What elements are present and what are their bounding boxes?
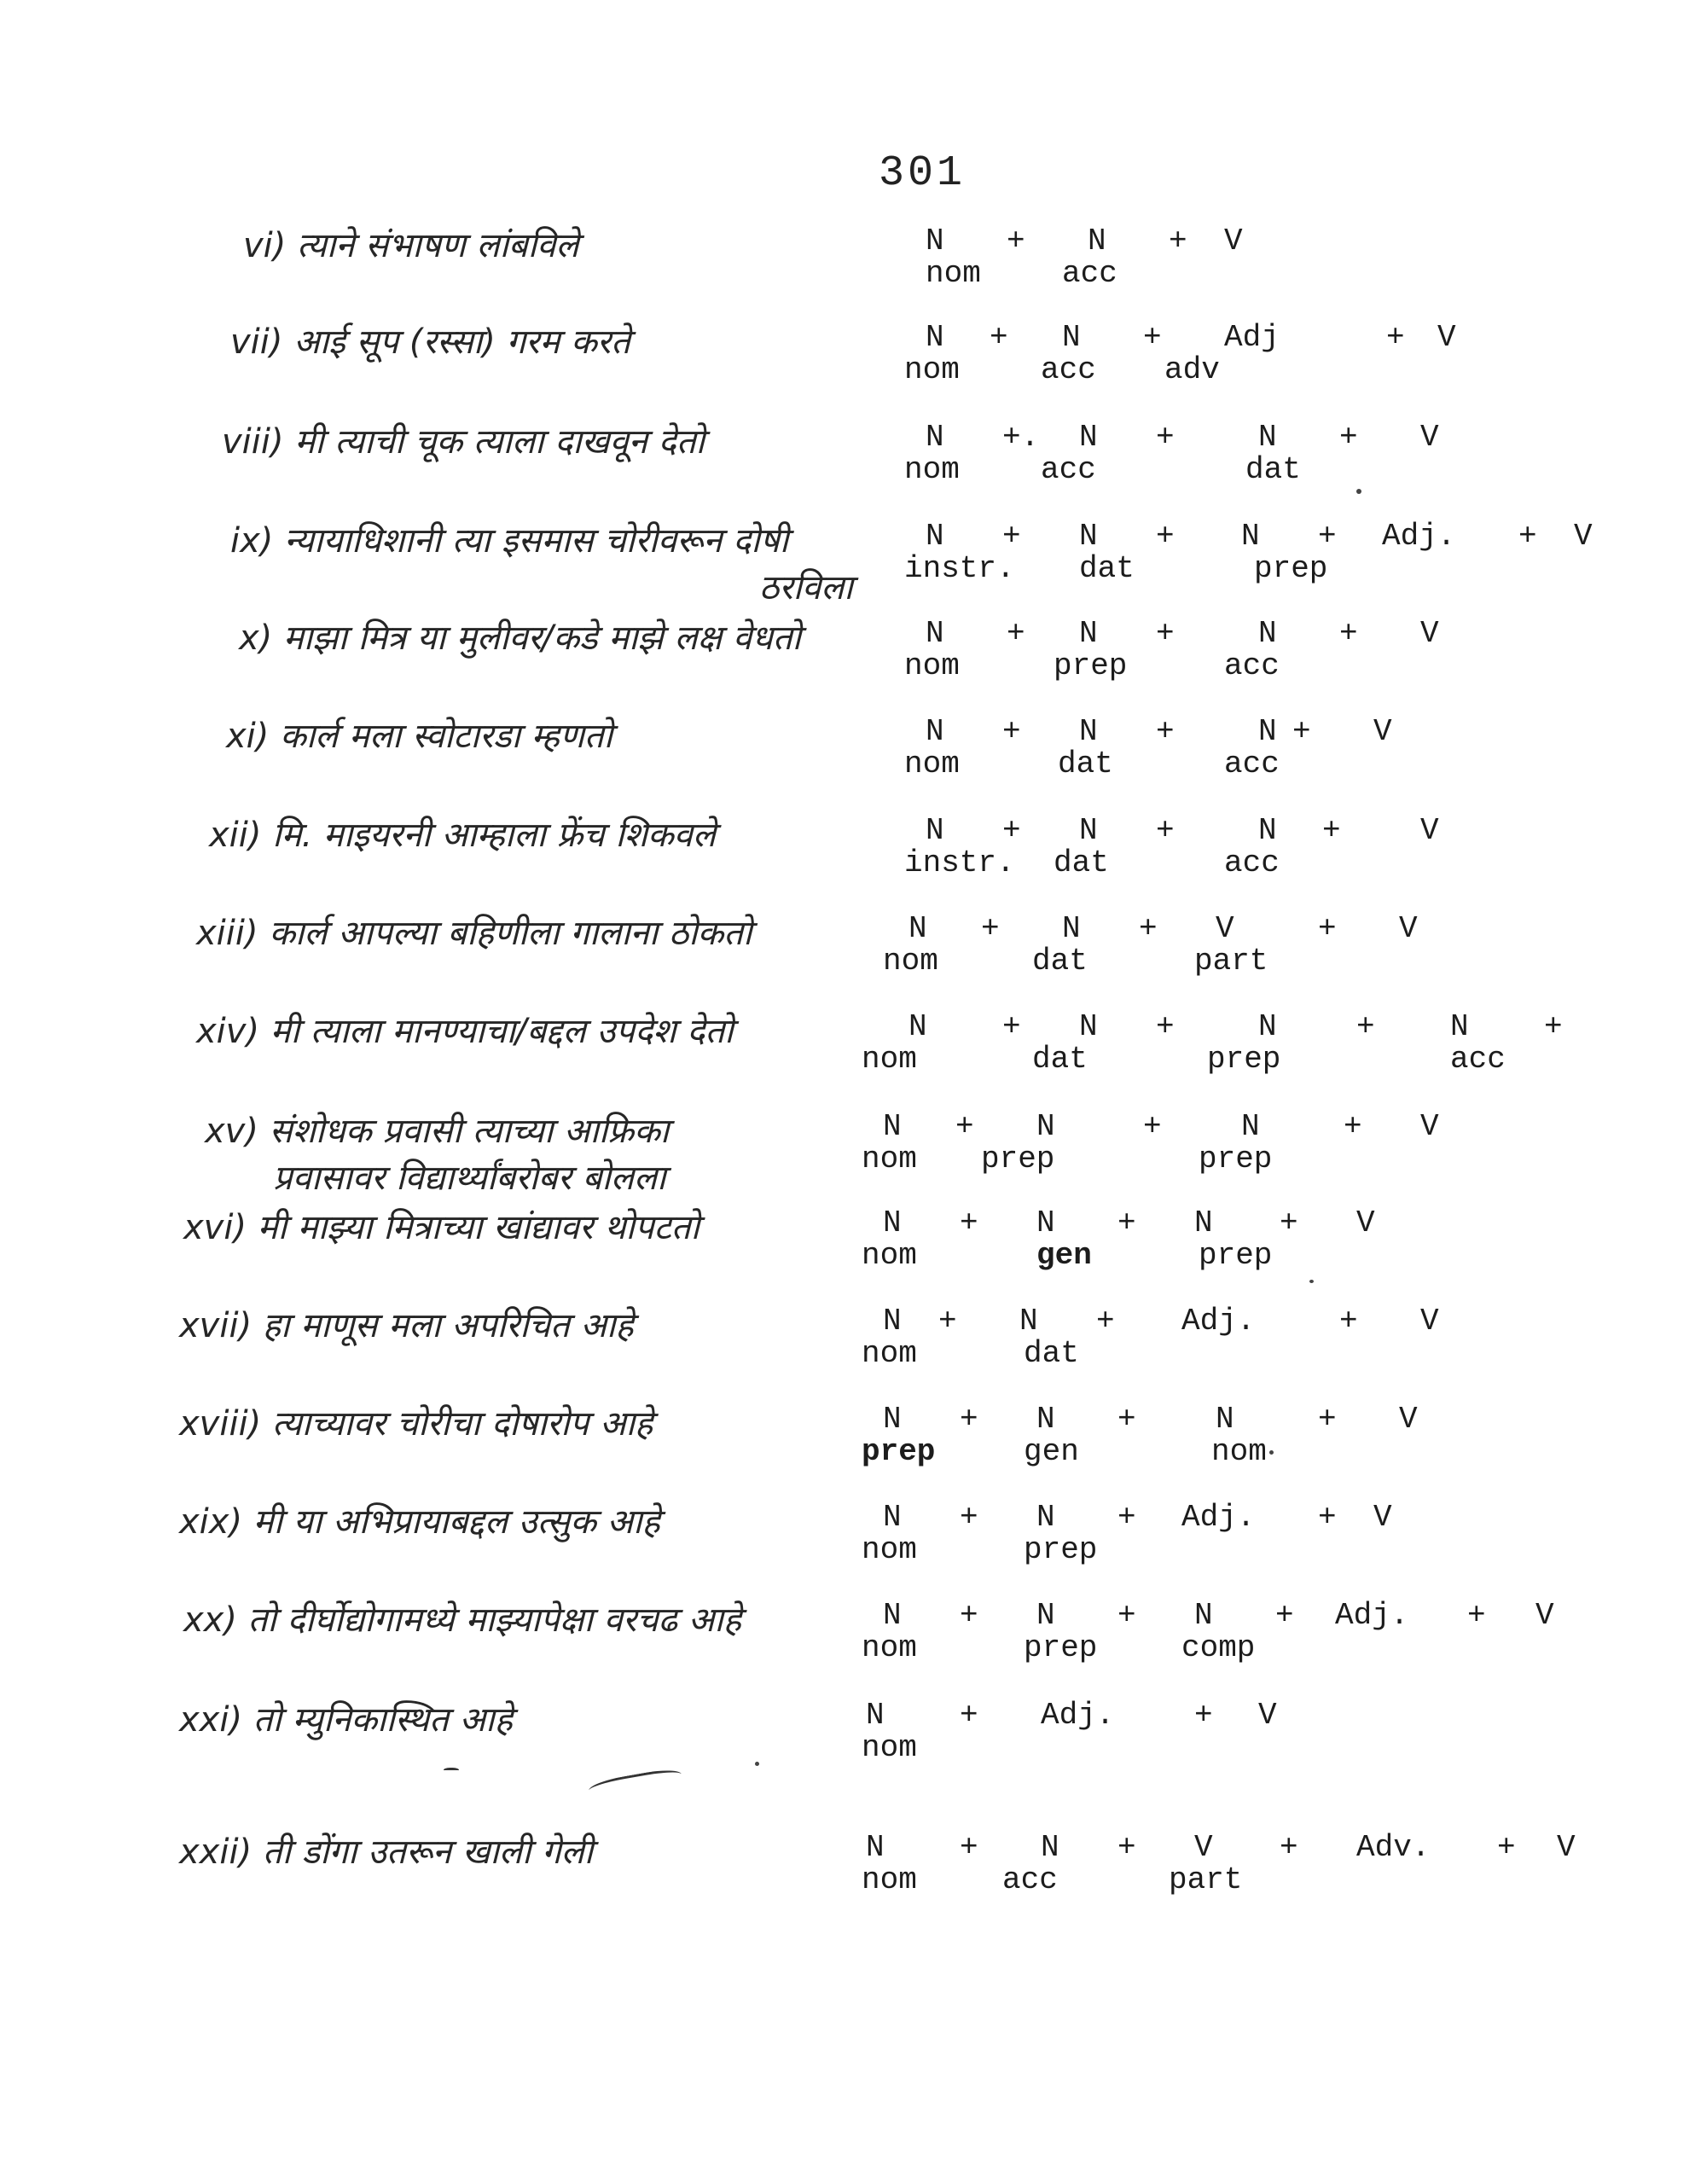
category-token: N	[926, 224, 944, 258]
case-label: nom	[883, 944, 938, 979]
plus-sign: +	[1344, 1109, 1362, 1144]
marathi-sentence	[196, 1006, 734, 1053]
sentence-text: x) माझा मित्र या मुलीवर/कडे माझे लक्ष वेधतो	[239, 619, 801, 658]
plus-sign: +	[1007, 616, 1025, 651]
category-token: N	[883, 1205, 902, 1240]
plus-sign: +	[1156, 714, 1175, 749]
marathi-sentence	[196, 908, 752, 955]
category-token: V	[1373, 1500, 1392, 1535]
case-label: dat	[1079, 551, 1135, 586]
plus-sign: +	[960, 1402, 978, 1437]
category-token: N	[1079, 813, 1098, 848]
case-label: nom	[862, 1042, 917, 1077]
case-label: dat	[1032, 944, 1088, 979]
marathi-sentence	[230, 317, 630, 363]
category-token: N	[1041, 1830, 1059, 1865]
plus-sign: +	[1143, 320, 1162, 355]
case-label: nom	[1211, 1434, 1267, 1469]
case-label: nom	[904, 452, 960, 487]
case-label: acc	[1224, 746, 1280, 781]
category-token: Adj.	[1181, 1500, 1256, 1535]
plus-sign: +	[1292, 714, 1311, 749]
sentence-text: xi) कार्ल मला स्वोटारडा म्हणतो	[226, 717, 613, 756]
plus-sign: +	[1339, 420, 1358, 455]
category-token: N	[1079, 1009, 1098, 1044]
plus-sign: +	[1002, 519, 1021, 554]
marathi-sentence	[179, 1398, 653, 1445]
category-token: N	[926, 813, 944, 848]
plus-sign: +	[1117, 1598, 1136, 1633]
sentence-text: xxi) तो म्युनिकास्थित आहे	[179, 1700, 513, 1740]
case-label: comp	[1181, 1630, 1256, 1665]
case-label: dat	[1054, 845, 1109, 880]
plus-sign: +	[1356, 1009, 1375, 1044]
category-token: N	[1036, 1402, 1055, 1437]
plus-sign: +	[1117, 1205, 1136, 1240]
plus-sign: +	[1518, 519, 1537, 554]
category-token: N	[1258, 813, 1277, 848]
plus-sign: +	[1156, 1009, 1175, 1044]
category-token: Adj.	[1335, 1598, 1409, 1633]
case-label: part	[1169, 1862, 1243, 1897]
plus-sign: +	[960, 1205, 978, 1240]
sentence-text: xx) तो दीर्घोद्योगामध्ये माझ्यापेक्षा वरचढ आहे	[183, 1600, 742, 1640]
category-token: N	[1036, 1500, 1055, 1535]
sentence-text: xvii) हा माणूस मला अपरिचित आहे	[179, 1306, 634, 1345]
category-token: N	[866, 1698, 885, 1733]
plus-sign: +	[990, 320, 1008, 355]
case-label: prep	[1254, 551, 1328, 586]
case-label: nom	[862, 1730, 917, 1765]
plus-sign: +	[1002, 714, 1021, 749]
category-token: N	[1194, 1205, 1213, 1240]
case-label: prep	[981, 1141, 1055, 1176]
case-label: prep	[1054, 648, 1128, 683]
category-token: N	[1036, 1109, 1055, 1144]
plus-sign: +	[1002, 813, 1021, 848]
plus-sign: +	[960, 1500, 978, 1535]
marathi-sentence	[205, 1106, 669, 1199]
category-token: V	[1420, 616, 1439, 651]
marathi-sentence	[222, 416, 705, 463]
category-token: N	[883, 1304, 902, 1339]
category-token: N	[1036, 1205, 1055, 1240]
category-token: N	[1079, 420, 1098, 455]
case-label: nom	[926, 256, 981, 291]
plus-sign: +	[1007, 224, 1025, 258]
plus-sign: +	[960, 1698, 978, 1733]
ink-dot	[755, 1762, 759, 1766]
case-label: nom	[862, 1141, 917, 1176]
case-label: prep	[862, 1434, 936, 1469]
marathi-sentence	[243, 220, 579, 267]
category-token: Adj	[1224, 320, 1280, 355]
category-token: N	[883, 1109, 902, 1144]
category-token: V	[1399, 911, 1418, 946]
category-token: Adj.	[1041, 1698, 1115, 1733]
sentence-text: xiv) मी त्याला मानण्याचा/बद्दल उपदेश देतो	[196, 1012, 734, 1051]
case-label: dat	[1058, 746, 1113, 781]
category-token: N	[1079, 714, 1098, 749]
plus-sign: +	[960, 1830, 978, 1865]
marathi-sentence	[179, 1496, 660, 1543]
case-label: dat	[1245, 452, 1301, 487]
pen-underline	[588, 1767, 683, 1803]
ink-dot	[1356, 489, 1361, 494]
category-token: Adj.	[1382, 519, 1456, 554]
category-token: N	[926, 714, 944, 749]
category-token: V	[1216, 911, 1234, 946]
category-token: V	[1420, 1109, 1439, 1144]
plus-sign: +	[1280, 1830, 1298, 1865]
category-token: N	[883, 1402, 902, 1437]
category-token: V	[1194, 1830, 1213, 1865]
category-token: V	[1356, 1205, 1375, 1240]
plus-sign: +	[981, 911, 1000, 946]
case-label: nom	[904, 648, 960, 683]
case-label: nom	[862, 1336, 917, 1371]
category-token: N	[1216, 1402, 1234, 1437]
category-token: N	[1036, 1598, 1055, 1633]
category-token: N	[926, 519, 944, 554]
category-token: V	[1420, 420, 1439, 455]
plus-sign: +	[1117, 1830, 1136, 1865]
plus-sign: +	[1117, 1402, 1136, 1437]
category-token: V	[1437, 320, 1456, 355]
sentence-text: viii) मी त्याची चूक त्याला दाखवून देतो	[222, 422, 705, 462]
category-token: N	[1062, 911, 1081, 946]
category-token: N	[1088, 224, 1106, 258]
case-label: dat	[1024, 1336, 1079, 1371]
plus-sign: +	[1156, 420, 1175, 455]
case-label: acc	[1450, 1042, 1506, 1077]
ink-dot	[1269, 1450, 1274, 1455]
case-label: nom	[904, 352, 960, 387]
category-token: N	[1241, 1109, 1260, 1144]
page-number: 301	[879, 149, 966, 198]
plus-sign: +	[1386, 320, 1405, 355]
category-token: V	[1420, 813, 1439, 848]
sentence-text: xiii) कार्ल आपल्या बहिणीला गालाना ठोकतो	[196, 914, 752, 953]
sentence-text: xvi) मी माझ्या मित्राच्या खांद्यावर थोपटतो	[183, 1208, 699, 1247]
sentence-text: vii) आई सूप (रस्सा) गरम करते	[230, 322, 630, 362]
plus-sign: +	[1139, 911, 1158, 946]
case-label: dat	[1032, 1042, 1088, 1077]
category-token: V	[1557, 1830, 1576, 1865]
category-token: N	[866, 1830, 885, 1865]
category-token: N	[883, 1500, 902, 1535]
plus-sign: +	[1497, 1830, 1516, 1865]
marathi-sentence	[179, 1694, 513, 1741]
marathi-sentence	[183, 1594, 741, 1641]
case-label: nom	[862, 1532, 917, 1567]
plus-sign: +	[1194, 1698, 1213, 1733]
category-token: N	[1258, 420, 1277, 455]
sentence-text: ix) न्यायाधिशानी त्या इसमास चोरीवरून दोषी	[230, 521, 789, 561]
marathi-sentence	[230, 515, 853, 609]
plus-sign: +	[1096, 1304, 1115, 1339]
case-label: instr.	[904, 845, 1015, 880]
case-label: prep	[1199, 1238, 1273, 1273]
sentence-text: xviii) त्याच्यावर चोरीचा दोषारोप आहे	[179, 1404, 653, 1443]
category-token: Adv.	[1356, 1830, 1431, 1865]
case-label: nom	[862, 1238, 917, 1273]
plus-sign: +	[1002, 1009, 1021, 1044]
plus-sign: +	[1318, 911, 1337, 946]
marathi-sentence	[183, 1202, 699, 1249]
plus-sign: +	[1322, 813, 1341, 848]
sentence-text: vi) त्याने संभाषण लांबविले	[243, 226, 579, 265]
category-token: N	[883, 1598, 902, 1633]
plus-sign: +	[1275, 1598, 1294, 1633]
case-label: acc	[1041, 352, 1096, 387]
category-token: N	[1019, 1304, 1038, 1339]
category-token: V	[1224, 224, 1243, 258]
sentence-text-line2: प्रवासावर विद्यार्थ्यांबरोबर बोलला	[273, 1159, 666, 1198]
case-label: acc	[1224, 845, 1280, 880]
sentence-text: xii) मि. माइयरनी आम्हाला फ्रेंच शिकवले	[209, 816, 717, 855]
case-label: acc	[1224, 648, 1280, 683]
case-label: acc	[1002, 1862, 1058, 1897]
plus-sign: +	[1544, 1009, 1563, 1044]
case-label: prep	[1024, 1532, 1098, 1567]
case-label: acc	[1041, 452, 1096, 487]
plus-sign: +	[960, 1598, 978, 1633]
case-label: acc	[1062, 256, 1117, 291]
case-label: adv	[1164, 352, 1220, 387]
sentence-text-line2: ठरविला	[759, 568, 853, 607]
plus-sign: +	[1169, 224, 1187, 258]
category-token: N	[1258, 714, 1277, 749]
category-token: N	[926, 616, 944, 651]
case-label: prep	[1024, 1630, 1098, 1665]
marathi-sentence	[226, 711, 612, 758]
category-token: V	[1258, 1698, 1277, 1733]
plus-sign: +	[1156, 519, 1175, 554]
plus-sign: +	[1318, 1500, 1337, 1535]
category-token: N	[1062, 320, 1081, 355]
category-token: Adj.	[1181, 1304, 1256, 1339]
plus-sign: +	[938, 1304, 957, 1339]
sentence-text: xix) मी या अभिप्रायाबद्दल उत्सुक आहे	[179, 1502, 660, 1542]
category-token: V	[1574, 519, 1593, 554]
category-token: N	[908, 911, 927, 946]
category-token: N	[1258, 1009, 1277, 1044]
category-token: V	[1535, 1598, 1554, 1633]
plus-sign: +	[955, 1109, 974, 1144]
ink-dot	[1309, 1280, 1314, 1283]
marathi-sentence	[179, 1827, 593, 1873]
marathi-sentence	[239, 613, 801, 659]
category-token: N	[1241, 519, 1260, 554]
marathi-sentence	[209, 810, 716, 857]
category-token: V	[1399, 1402, 1418, 1437]
plus-sign: +	[1143, 1109, 1162, 1144]
plus-sign: +	[1339, 1304, 1358, 1339]
sentence-text: xv) संशोधक प्रवासी त्याच्या आफ्रिका	[205, 1112, 670, 1151]
case-label: nom	[862, 1630, 917, 1665]
category-token: N	[1450, 1009, 1469, 1044]
plus-sign: +	[1467, 1598, 1486, 1633]
pen-tick	[444, 1768, 459, 1774]
plus-sign: +	[1339, 616, 1358, 651]
case-label: instr.	[904, 551, 1015, 586]
plus-sign: +	[1156, 813, 1175, 848]
marathi-sentence	[179, 1300, 634, 1347]
plus-sign: +	[1156, 616, 1175, 651]
category-token: N	[1194, 1598, 1213, 1633]
plus-sign: +	[1318, 519, 1337, 554]
case-label: prep	[1207, 1042, 1281, 1077]
category-token: N	[926, 320, 944, 355]
case-label: gen	[1024, 1434, 1079, 1469]
category-token: N	[926, 420, 944, 455]
case-label: prep	[1199, 1141, 1273, 1176]
category-token: V	[1420, 1304, 1439, 1339]
case-label: nom	[862, 1862, 917, 1897]
plus-sign: +	[1280, 1205, 1298, 1240]
case-label: part	[1194, 944, 1268, 979]
category-token: N	[908, 1009, 927, 1044]
category-token: N	[1079, 616, 1098, 651]
sentence-text: xxii) ती डोंगा उतरून खाली गेली	[179, 1833, 594, 1872]
plus-sign: +.	[1002, 420, 1040, 455]
case-label: nom	[904, 746, 960, 781]
plus-sign: +	[1318, 1402, 1337, 1437]
category-token: N	[1258, 616, 1277, 651]
case-label: gen	[1036, 1238, 1092, 1273]
plus-sign: +	[1117, 1500, 1136, 1535]
category-token: V	[1373, 714, 1392, 749]
category-token: N	[1079, 519, 1098, 554]
